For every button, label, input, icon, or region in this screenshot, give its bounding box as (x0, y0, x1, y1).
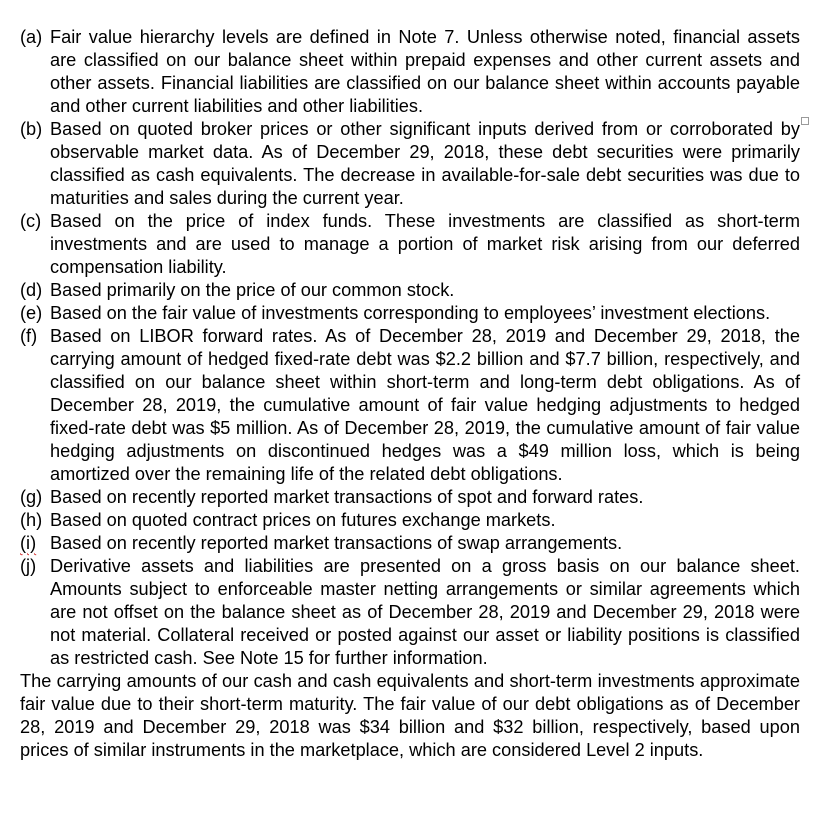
footnote-text: Based on LIBOR forward rates. As of December 28, 2019 and December 29, 2018, the carrying amount of hedged fixed-rate debt was $2.2 billion and $7.7 billion, respectively, and classified on our balance sheet within short-term and long-term debt obligations. As of December 28, 2019, the cumulative amount of fair value hedging adjustments to hedged fixed-rate debt was $5 million. As of December 28, 2019, the cumulative amount of fair value hedging adjustments on discontinued hedges was a $49 million loss, which is being amortized over the remaining life of the related debt obligations. (50, 326, 800, 484)
footnote-label: (c) (20, 211, 42, 231)
document-body (20, 26, 800, 762)
footnote-text: Based primarily on the price of our common stock. (50, 280, 455, 300)
footnote-text: Derivative assets and liabilities are presented on a gross basis on our balance sheet. Amounts subject to enforceable master netting arrangements or similar agreements which are not offset on the balance sheet as of December 28, 2019 and December 29, 2018 were not material. Collateral received or posted against our asset or liability positions is classified as restricted cash. See Note 15 for further information. (50, 556, 800, 668)
footnote-text: Based on the fair value of investments corresponding to employees’ investment elections. (50, 303, 771, 323)
footnote-label: (i) (20, 533, 37, 553)
footnote-text: Fair value hierarchy levels are defined in Note 7. Unless otherwise noted, financial assets are classified on our balance sheet within prepaid expenses and other current assets and other assets. Financial liabilities are classified on our balance sheet within accounts payable and other current liabilities and other liabilities. (50, 27, 800, 116)
footnote-e (20, 302, 800, 325)
footnote-text: Based on the price of index funds. These investments are classified as short-term investments and are used to manage a portion of market risk arising from our deferred compensation liability. (50, 211, 800, 277)
footnote-label: (d) (20, 280, 43, 300)
footnote-j (20, 555, 800, 670)
footnote-label: (g) (20, 487, 43, 507)
footnote-g (20, 486, 800, 509)
footnote-c (20, 210, 800, 279)
footnote-f (20, 325, 800, 486)
footnote-text: Based on recently reported market transactions of swap arrangements. (50, 533, 623, 553)
footnote-label: (j) (20, 556, 37, 576)
footnote-text: Based on quoted contract prices on futures exchange markets. (50, 510, 556, 530)
footnote-h (20, 509, 800, 532)
paragraph-mark-icon (801, 117, 809, 125)
footnote-a (20, 26, 800, 118)
footnote-label: (b) (20, 119, 43, 139)
footnote-label: (h) (20, 510, 43, 530)
closing-paragraph: The carrying amounts of our cash and cash equivalents and short-term investments approximate fair value due to their short-term maturity. The fair value of our debt obligations as of December 28, 2019 and December 29, 2018 was $34 billion and $32 billion, respectively, based upon prices of similar instruments in the marketplace, which are considered Level 2 inputs. (20, 671, 800, 760)
footnote-d (20, 279, 800, 302)
footnote-text: Based on recently reported market transactions of spot and forward rates. (50, 487, 644, 507)
footnote-label: (e) (20, 303, 43, 323)
footnote-label: (f) (20, 326, 38, 346)
footnote-b (20, 118, 800, 210)
footnote-label: (a) (20, 27, 43, 47)
footnote-text: Based on quoted broker prices or other significant inputs derived from or corroborated by observable market data. As of December 29, 2018, these debt securities were primarily classified as cash equivalents. The decrease in available-for-sale debt securities was due to maturities and sales during the current year. (50, 119, 800, 208)
footnote-i (20, 532, 800, 555)
